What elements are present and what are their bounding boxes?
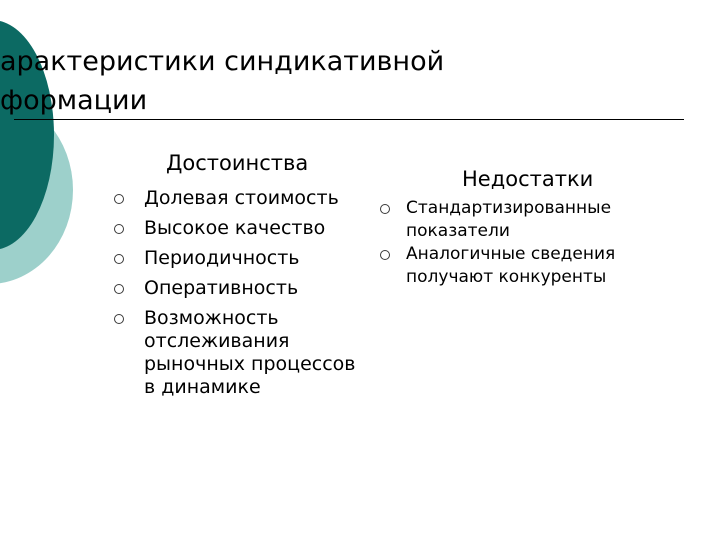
slide-title [0,42,600,120]
list-item [380,197,680,243]
disadvantages-list [380,197,680,289]
disadvantage-text: Стандартизированные показатели [406,198,612,241]
advantages-heading: Достоинства [166,151,309,175]
hollow-circle-bullet-icon [114,254,124,264]
advantage-text: Оперативность [144,277,299,299]
advantage-text: Долевая стоимость [144,187,339,209]
advantage-text: Возможность отслеживания рыночных процессов в динамике [144,307,356,398]
hollow-circle-bullet-icon [380,204,390,214]
list-item [380,243,680,289]
list-item [114,213,394,243]
list-item [114,303,394,399]
list-item [114,273,394,303]
hollow-circle-bullet-icon [114,284,124,294]
list-item [114,243,394,273]
disadvantage-text: Аналогичные сведения получают конкуренты [406,244,616,287]
hollow-circle-bullet-icon [114,224,124,234]
hollow-circle-bullet-icon [114,194,124,204]
disadvantages-heading: Недостатки [462,167,594,191]
advantage-text: Высокое качество [144,217,326,239]
hollow-circle-bullet-icon [114,314,124,324]
advantage-text: Периодичность [144,247,300,269]
list-item [114,183,394,213]
slide-title-line-1: арактеристики синдикативной [0,46,445,77]
slide-title-line-2: формации [0,85,148,116]
title-divider [14,119,684,120]
hollow-circle-bullet-icon [380,250,390,260]
advantages-list [114,183,394,399]
